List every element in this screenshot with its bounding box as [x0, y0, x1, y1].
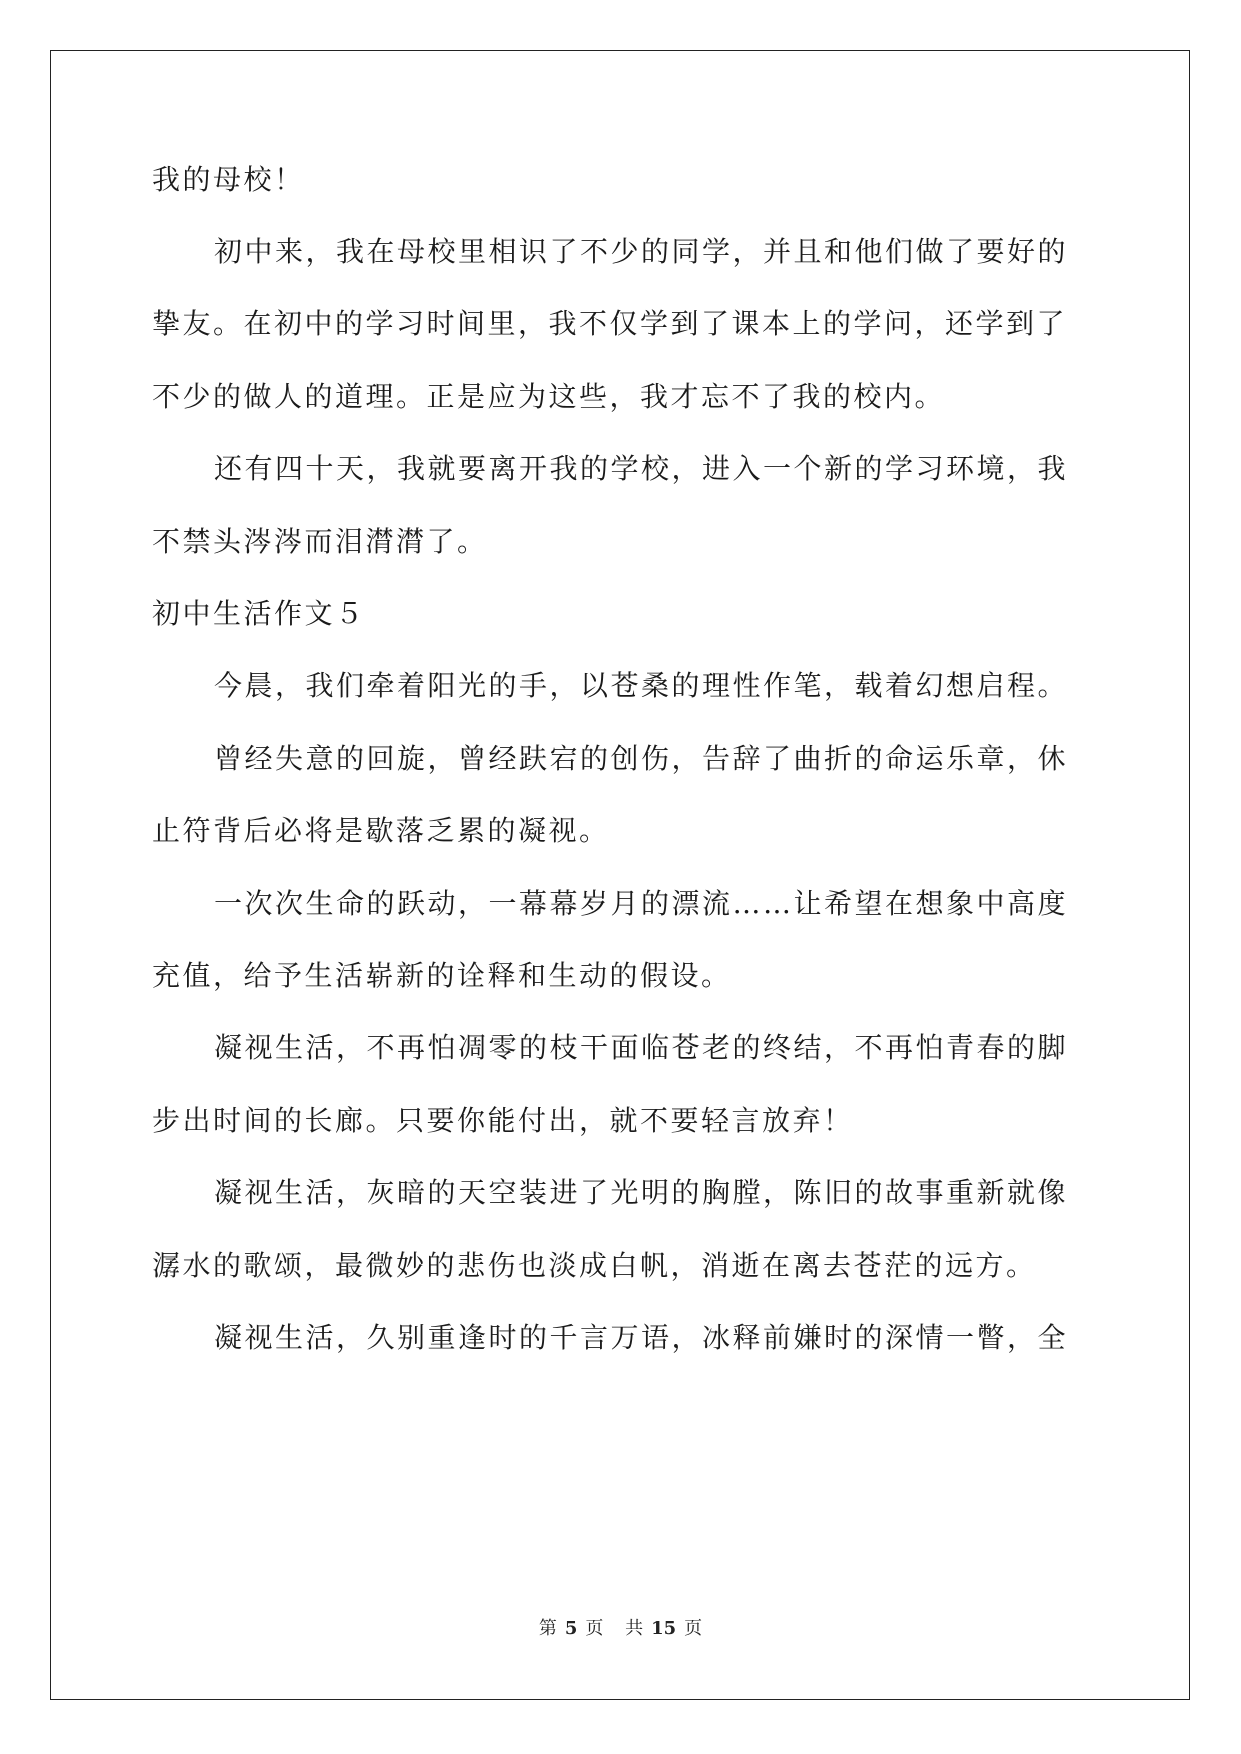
text-line: 充值，给予生活崭新的诠释和生动的假设。 [152, 959, 732, 992]
page-suffix: 页 [585, 1618, 604, 1639]
total-prefix: 共 [625, 1618, 644, 1639]
paragraph-line: 凝视生活，灰暗的天空装进了光明的胸膛，陈旧的故事重新就像 [214, 1176, 1069, 1209]
paragraph-line: 凝视生活，久别重逢时的千言万语，冰释前嫌时的深情一瞥，全 [214, 1321, 1069, 1354]
page-number: 5 [564, 1618, 578, 1639]
paragraph-line: 初中来，我在母校里相识了不少的同学，并且和他们做了要好的 [214, 235, 1069, 268]
text-line: 不禁头涔涔而泪潸潸了。 [152, 525, 488, 558]
paragraph-line: 凝视生活，不再怕凋零的枝干面临苍老的终结，不再怕青春的脚 [214, 1031, 1069, 1064]
page-footer [0, 1617, 1241, 1641]
section-heading: 初中生活作文５ [152, 597, 366, 630]
text-line: 潺水的歌颂，最微妙的悲伤也淡成白帆，消逝在离去苍茫的远方。 [152, 1249, 1037, 1282]
text-line: 挚友。在初中的学习时间里，我不仅学到了课本上的学问，还学到了 [152, 307, 1068, 340]
text-line: 不少的做人的道理。正是应为这些，我才忘不了我的校内。 [152, 380, 946, 413]
text-line: 步出时间的长廊。只要你能付出，就不要轻言放弃！ [152, 1104, 854, 1137]
total-indicator [621, 1618, 706, 1639]
page-indicator [535, 1618, 608, 1639]
total-suffix: 页 [684, 1618, 703, 1639]
text-line: 止符背后必将是歇落乏累的凝视。 [152, 814, 610, 847]
paragraph-line: 今晨，我们牵着阳光的手，以苍桑的理性作笔，载着幻想启程。 [214, 669, 1069, 702]
text-line: 我的母校！ [152, 163, 305, 196]
paragraph-line: 曾经失意的回旋，曾经趺宕的创伤，告辞了曲折的命运乐章，休 [214, 742, 1069, 775]
paragraph-line: 还有四十天，我就要离开我的学校，进入一个新的学习环境，我 [214, 452, 1069, 485]
page-prefix: 第 [538, 1618, 557, 1639]
page-border [50, 50, 1190, 1700]
paragraph-line: 一次次生命的跃动，一幕幕岁月的漂流……让希望在想象中高度 [214, 887, 1069, 920]
total-pages: 15 [651, 1618, 677, 1639]
